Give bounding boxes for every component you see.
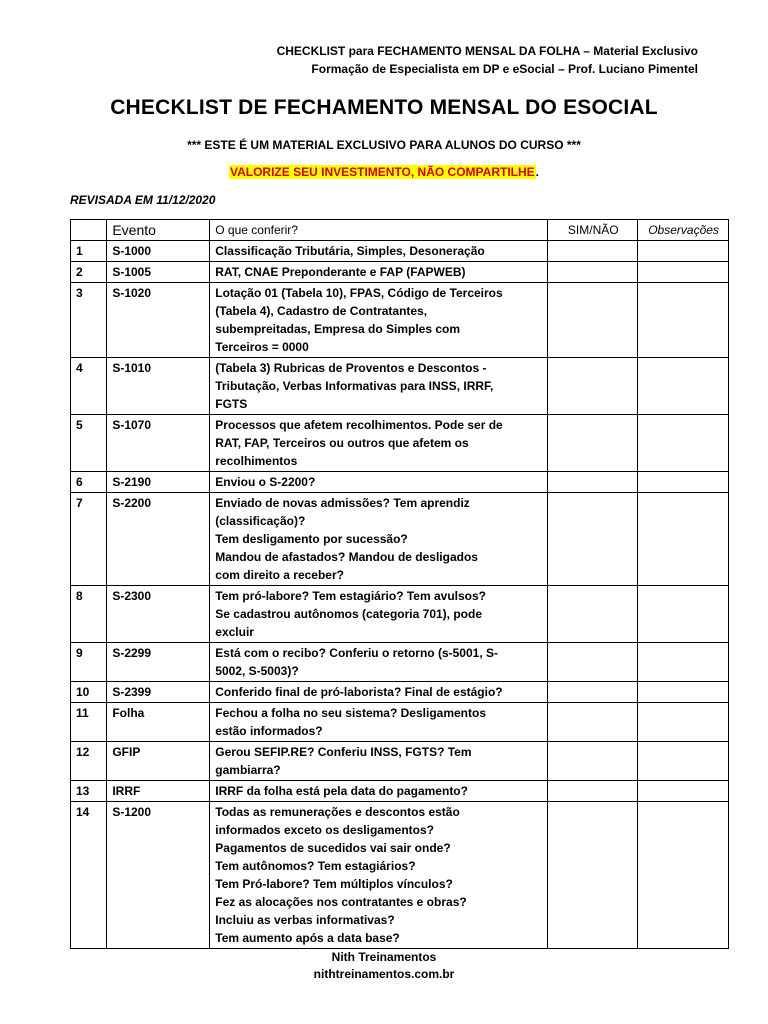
row-sim-nao-cell[interactable] — [548, 802, 638, 949]
conferir-line: Classificação Tributária, Simples, Desoneração — [215, 244, 485, 258]
conferir-line: gambiarra? — [215, 763, 281, 777]
conferir-line: Está com o recibo? Conferiu o retorno (s-5001, S- — [215, 646, 498, 660]
row-sim-nao-cell[interactable] — [548, 472, 638, 493]
row-observacoes-cell[interactable] — [638, 742, 729, 781]
conferir-line: Lotação 01 (Tabela 10), FPAS, Código de Terceiros — [215, 286, 503, 300]
footer — [0, 949, 768, 983]
row-evento: S-1070 — [107, 415, 210, 472]
row-evento: S-1000 — [107, 241, 210, 262]
table-row — [71, 415, 729, 472]
conferir-line: com direito a receber? — [215, 568, 344, 582]
row-number: 8 — [71, 586, 107, 643]
row-conferir — [210, 358, 548, 415]
row-observacoes-cell[interactable] — [638, 703, 729, 742]
row-conferir — [210, 586, 548, 643]
table-row — [71, 586, 729, 643]
table-row — [71, 472, 729, 493]
row-evento: S-1200 — [107, 802, 210, 949]
row-evento: Folha — [107, 703, 210, 742]
row-number: 2 — [71, 262, 107, 283]
table-row — [71, 358, 729, 415]
row-number: 3 — [71, 283, 107, 358]
conferir-line: Todas as remunerações e descontos estão — [215, 805, 460, 819]
row-sim-nao-cell[interactable] — [548, 703, 638, 742]
row-evento: S-1020 — [107, 283, 210, 358]
footer-website: nithtreinamentos.com.br — [313, 967, 455, 981]
table-row — [71, 643, 729, 682]
row-conferir — [210, 262, 548, 283]
row-number: 9 — [71, 643, 107, 682]
conferir-line: Mandou de afastados? Mandou de desligados — [215, 550, 478, 564]
conferir-line: 5002, S-5003)? — [215, 664, 299, 678]
row-sim-nao-cell[interactable] — [548, 493, 638, 586]
row-observacoes-cell[interactable] — [638, 472, 729, 493]
conferir-line: RAT, FAP, Terceiros ou outros que afetem os — [215, 436, 469, 450]
table-row — [71, 283, 729, 358]
row-conferir — [210, 643, 548, 682]
row-sim-nao-cell[interactable] — [548, 682, 638, 703]
conferir-line: Tem Pró-labore? Tem múltiplos vínculos? — [215, 877, 453, 891]
row-sim-nao-cell[interactable] — [548, 283, 638, 358]
conferir-line: subempreitadas, Empresa do Simples com — [215, 322, 461, 336]
conferir-line: RAT, CNAE Preponderante e FAP (FAPWEB) — [215, 265, 466, 279]
conferir-line: excluir — [215, 625, 254, 639]
header-evento: Evento — [107, 220, 210, 241]
row-number: 13 — [71, 781, 107, 802]
row-observacoes-cell[interactable] — [638, 241, 729, 262]
conferir-line: Tributação, Verbas Informativas para INSS, IRRF, — [215, 379, 494, 393]
row-number: 10 — [71, 682, 107, 703]
row-number: 5 — [71, 415, 107, 472]
conferir-line: Fez as alocações nos contratantes e obras? — [215, 895, 467, 909]
warning-highlight: VALORIZE SEU INVESTIMENTO, NÃO COMPARTILHE — [229, 165, 535, 179]
revision-date: REVISADA EM 11/12/2020 — [70, 193, 216, 207]
conferir-line: (Tabela 3) Rubricas de Proventos e Descontos - — [215, 361, 487, 375]
row-sim-nao-cell[interactable] — [548, 586, 638, 643]
header-line-2: Formação de Especialista em DP e eSocial – Prof. Luciano Pimentel — [311, 62, 698, 76]
warning-suffix: . — [535, 165, 540, 179]
row-number: 7 — [71, 493, 107, 586]
row-observacoes-cell[interactable] — [638, 283, 729, 358]
row-evento: S-2299 — [107, 643, 210, 682]
row-observacoes-cell[interactable] — [638, 802, 729, 949]
row-observacoes-cell[interactable] — [638, 358, 729, 415]
conferir-line: informados exceto os desligamentos? — [215, 823, 434, 837]
row-conferir — [210, 802, 548, 949]
conferir-line: Terceiros = 0000 — [215, 340, 309, 354]
row-sim-nao-cell[interactable] — [548, 358, 638, 415]
conferir-line: IRRF da folha está pela data do pagamento? — [215, 784, 468, 798]
row-observacoes-cell[interactable] — [638, 643, 729, 682]
row-evento: GFIP — [107, 742, 210, 781]
row-number: 6 — [71, 472, 107, 493]
exclusive-notice: *** ESTE É UM MATERIAL EXCLUSIVO PARA ALUNOS DO CURSO *** — [187, 138, 581, 152]
row-conferir — [210, 415, 548, 472]
row-number: 4 — [71, 358, 107, 415]
conferir-line: Gerou SEFIP.RE? Conferiu INSS, FGTS? Tem — [215, 745, 472, 759]
row-number: 12 — [71, 742, 107, 781]
row-conferir — [210, 781, 548, 802]
row-evento: S-2300 — [107, 586, 210, 643]
row-evento: S-2399 — [107, 682, 210, 703]
conferir-line: Enviou o S-2200? — [215, 475, 316, 489]
conferir-line: Tem autônomos? Tem estagiários? — [215, 859, 416, 873]
row-number: 11 — [71, 703, 107, 742]
conferir-line: recolhimentos — [215, 454, 298, 468]
table-row — [71, 742, 729, 781]
conferir-line: Processos que afetem recolhimentos. Pode ser de — [215, 418, 503, 432]
header-sim-nao: SIM/NÃO — [548, 220, 638, 241]
row-observacoes-cell[interactable] — [638, 493, 729, 586]
conferir-line: Enviado de novas admissões? Tem aprendiz — [215, 496, 470, 510]
conferir-line: estão informados? — [215, 724, 323, 738]
row-sim-nao-cell[interactable] — [548, 643, 638, 682]
warning-line — [0, 165, 768, 179]
footer-company: Nith Treinamentos — [331, 950, 437, 964]
row-sim-nao-cell[interactable] — [548, 742, 638, 781]
row-sim-nao-cell[interactable] — [548, 415, 638, 472]
conferir-line: Tem pró-labore? Tem estagiário? Tem avulsos? — [215, 589, 486, 603]
header-line-1: CHECKLIST para FECHAMENTO MENSAL DA FOLHA – Material Exclusivo — [276, 44, 698, 58]
conferir-line: Conferido final de pró-laborista? Final de estágio? — [215, 685, 503, 699]
checklist-body — [71, 241, 729, 949]
row-conferir — [210, 703, 548, 742]
document-header — [277, 42, 698, 78]
row-evento: S-2190 — [107, 472, 210, 493]
conferir-line: Pagamentos de sucedidos vai sair onde? — [215, 841, 451, 855]
row-observacoes-cell[interactable] — [638, 415, 729, 472]
table-row — [71, 241, 729, 262]
row-conferir — [210, 283, 548, 358]
table-row — [71, 493, 729, 586]
table-row — [71, 781, 729, 802]
conferir-line: Incluiu as verbas informativas? — [215, 913, 395, 927]
row-observacoes-cell[interactable] — [638, 781, 729, 802]
conferir-line: Se cadastrou autônomos (categoria 701), pode — [215, 607, 482, 621]
row-evento: S-1005 — [107, 262, 210, 283]
header-num — [71, 220, 107, 241]
row-observacoes-cell[interactable] — [638, 262, 729, 283]
conferir-line: Tem aumento após a data base? — [215, 931, 400, 945]
header-observacoes: Observações — [638, 220, 729, 241]
table-row — [71, 682, 729, 703]
row-conferir — [210, 682, 548, 703]
row-conferir — [210, 493, 548, 586]
conferir-line: Tem desligamento por sucessão? — [215, 532, 408, 546]
row-evento: S-2200 — [107, 493, 210, 586]
conferir-line: Fechou a folha no seu sistema? Desligamentos — [215, 706, 486, 720]
table-row — [71, 262, 729, 283]
conferir-line: (classificação)? — [215, 514, 306, 528]
table-row — [71, 703, 729, 742]
row-number: 1 — [71, 241, 107, 262]
row-observacoes-cell[interactable] — [638, 682, 729, 703]
row-evento: S-1010 — [107, 358, 210, 415]
row-conferir — [210, 472, 548, 493]
conferir-line: FGTS — [215, 397, 248, 411]
row-conferir — [210, 241, 548, 262]
header-conferir: O que conferir? — [210, 220, 548, 241]
page-title: CHECKLIST DE FECHAMENTO MENSAL DO ESOCIAL — [110, 96, 658, 119]
row-evento: IRRF — [107, 781, 210, 802]
table-header-row — [71, 220, 729, 241]
row-sim-nao-cell[interactable] — [548, 241, 638, 262]
checklist-table — [70, 219, 729, 949]
row-observacoes-cell[interactable] — [638, 586, 729, 643]
conferir-line: (Tabela 4), Cadastro de Contratantes, — [215, 304, 428, 318]
row-sim-nao-cell[interactable] — [548, 262, 638, 283]
table-row — [71, 802, 729, 949]
row-sim-nao-cell[interactable] — [548, 781, 638, 802]
row-number: 14 — [71, 802, 107, 949]
row-conferir — [210, 742, 548, 781]
